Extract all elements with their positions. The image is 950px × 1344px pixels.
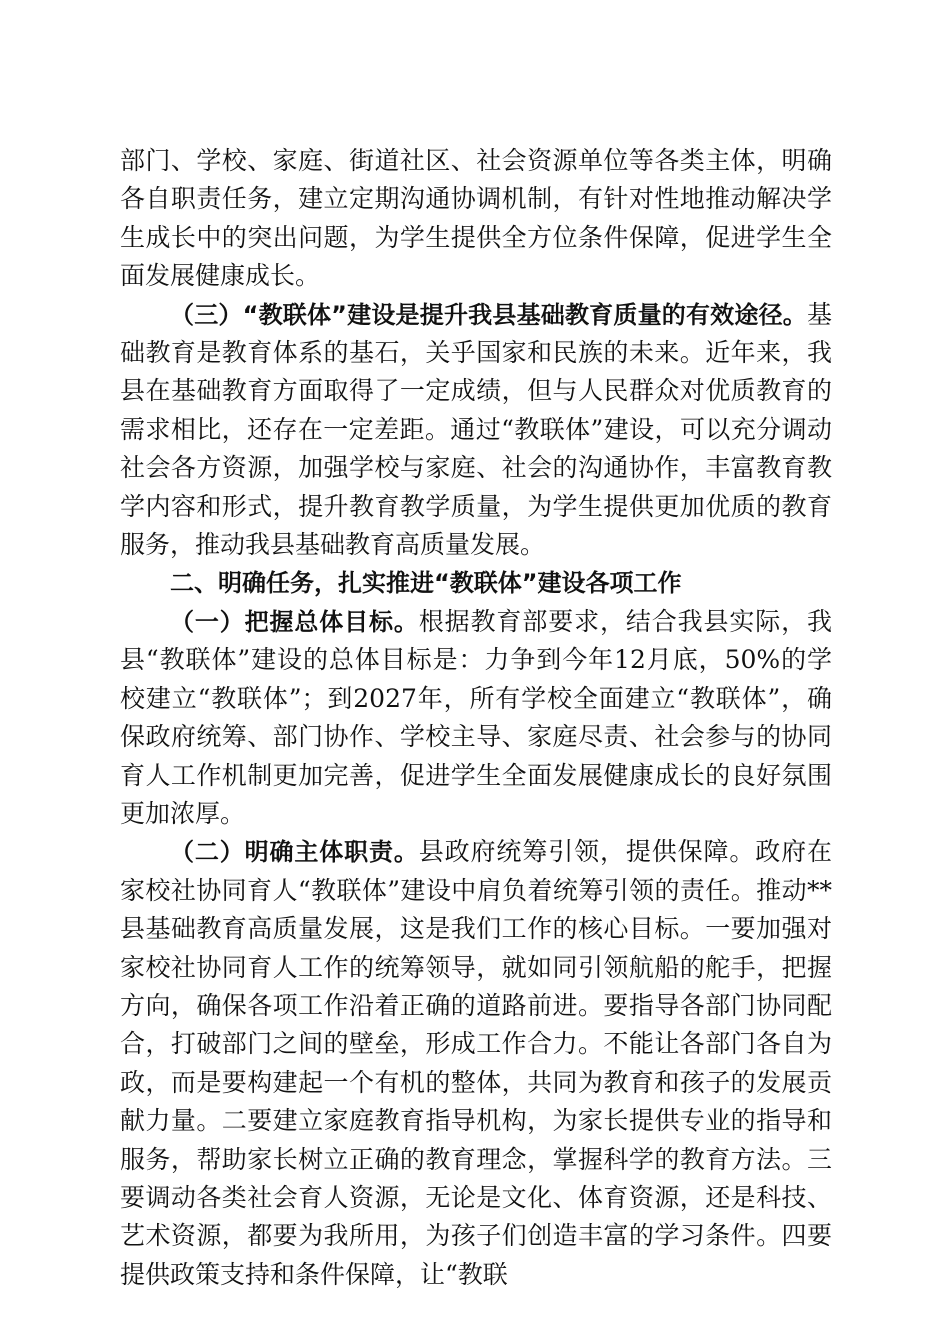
paragraph-lead: （三）“教联体”建设是提升我县基础教育质量的有效途径。 bbox=[170, 300, 807, 329]
paragraph-lead: （一）把握总体目标。 bbox=[170, 607, 419, 636]
paragraph-overall-goal bbox=[120, 603, 832, 833]
paragraph-continued bbox=[120, 142, 832, 296]
paragraph-lead: （二）明确主体职责。 bbox=[170, 838, 419, 867]
document-body bbox=[120, 142, 832, 1294]
paragraph-section-3 bbox=[120, 296, 832, 565]
paragraph-text: 根据教育部要求，结合我县实际，我县“教联体”建设的总体目标是：力争到今年12月底，50%的学校建立“教联体”；到2027年，所有学校全面建立“教联体”，确保政府统筹、部门协作、学校主导、家庭尽责、社会参与的协同育人工作机制更加完善，促进学生全面发展健康成长的良好氛围更加浓厚。 bbox=[120, 606, 832, 828]
paragraph-responsibilities bbox=[120, 833, 832, 1294]
paragraph-text: 基础教育是教育体系的基石，关乎国家和民族的未来。近年来，我县在基础教育方面取得了一定成绩，但与人民群众对优质教育的需求相比，还存在一定差距。通过“教联体”建设，可以充分调动社会各方资源，加强学校与家庭、社会的沟通协作，丰富教育教学内容和形式，提升教育教学质量，为学生提供更加优质的教育服务，推动我县基础教育高质量发展。 bbox=[120, 299, 832, 560]
paragraph-text: 县政府统筹引领，提供保障。政府在家校社协同育人“教联体”建设中肩负着统筹引领的责任。推动**县基础教育高质量发展，这是我们工作的核心目标。一要加强对家校社协同育人工作的统筹领导，就如同引领航船的舵手，把握方向，确保各项工作沿着正确的道路前进。要指导各部门协同配合，打破部门之间的壁垒，形成工作合力。不能让各部门各自为政，而是要构建起一个有机的整体，共同为教育和孩子的发展贡献力量。二要建立家庭教育指导机构，为家长提供专业的指导和服务，帮助家长树立正确的教育理念，掌握科学的教育方法。三要调动各类社会育人资源，无论是文化、体育资源，还是科技、艺术资源，都要为我所用，为孩子们创造丰富的学习条件。四要提供政策支持和条件保障，让“教联 bbox=[120, 837, 832, 1289]
section-heading: 二、明确任务，扎实推进“教联体”建设各项工作 bbox=[170, 569, 682, 598]
paragraph-text: 部门、学校、家庭、街道社区、社会资源单位等各类主体，明确各自职责任务，建立定期沟通协调机制，有针对性地推动解决学生成长中的突出问题，为学生提供全方位条件保障，促进学生全面发展健康成长。 bbox=[120, 146, 832, 291]
